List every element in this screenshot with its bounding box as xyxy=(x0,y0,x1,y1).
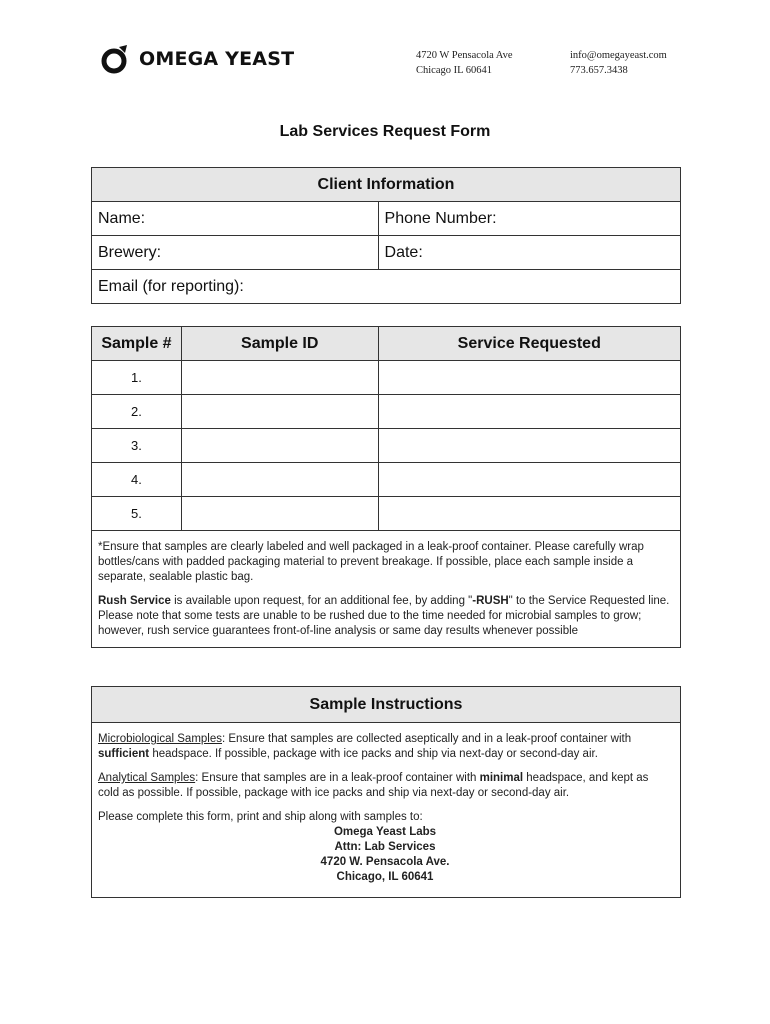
sample-number: 1. xyxy=(92,361,182,395)
table-row xyxy=(92,429,681,463)
rush-tag: -RUSH xyxy=(472,595,509,607)
packaging-note: *Ensure that samples are clearly labeled and well packaged in a leak-proof container. Please carefully wrap bottles/cans with padded packaging material to prevent breakage. If possible, place each sample inside a separate, sealable plastic bag. xyxy=(98,541,644,583)
analytical-label: Analytical Samples xyxy=(98,772,196,784)
contact-phone: 773.657.3438 xyxy=(570,65,628,76)
table-row xyxy=(92,395,681,429)
sample-id-header: Sample ID xyxy=(181,327,378,361)
sample-number-header: Sample # xyxy=(92,327,182,361)
email-field[interactable]: Email (for reporting): xyxy=(92,270,681,304)
ship-line-1: Omega Yeast Labs xyxy=(333,826,437,838)
anal-text-b: headspace, and kept as cold as possible. If possible, package with ice packs and ship via next-day or second-day air. xyxy=(98,772,649,799)
micro-bold: sufficient xyxy=(98,748,150,760)
sample-id-cell[interactable] xyxy=(181,395,378,429)
complete-form-text: Please complete this form, print and ship along with samples to: xyxy=(98,811,423,823)
service-requested-header: Service Requested xyxy=(378,327,680,361)
rush-service-note xyxy=(98,594,672,639)
name-field[interactable]: Name: xyxy=(92,202,379,236)
sample-number: 5. xyxy=(92,497,182,531)
sample-instructions-body xyxy=(92,723,681,898)
sample-id-cell[interactable] xyxy=(181,497,378,531)
sample-id-cell[interactable] xyxy=(181,429,378,463)
phone-number-field[interactable]: Phone Number: xyxy=(378,202,680,236)
service-requested-cell[interactable] xyxy=(378,395,680,429)
rush-service-label: Rush Service xyxy=(98,595,171,607)
shipping-address xyxy=(98,825,672,885)
sample-id-cell[interactable] xyxy=(181,361,378,395)
sample-number: 4. xyxy=(92,463,182,497)
sample-notes xyxy=(92,531,681,648)
omega-logo-icon xyxy=(100,44,130,74)
address-line-2: Chicago IL 60641 xyxy=(416,65,493,76)
brand-name: OMEGA YEAST xyxy=(139,48,295,70)
anal-bold: minimal xyxy=(479,772,524,784)
sample-number: 2. xyxy=(92,395,182,429)
brewery-field[interactable]: Brewery: xyxy=(92,236,379,270)
sample-instructions-table xyxy=(91,686,681,898)
anal-text-a: : Ensure that samples are in a leak-proof container with xyxy=(195,772,480,784)
company-address xyxy=(416,48,513,78)
company-contact xyxy=(570,48,667,78)
service-requested-cell[interactable] xyxy=(378,429,680,463)
ship-line-3: 4720 W. Pensacola Ave. xyxy=(320,856,450,868)
microbiological-instructions xyxy=(98,732,672,762)
table-row xyxy=(92,497,681,531)
rush-text-b: " to the Service Requested line. Please note that some tests are unable to be rushed due to the time needed for microbial samples to grow; however, rush service guarantees front-of-line analysis or same day results whenever possible xyxy=(98,595,670,637)
form-title: Lab Services Request Form xyxy=(279,123,491,140)
sample-instructions-heading: Sample Instructions xyxy=(92,687,681,723)
sample-number: 3. xyxy=(92,429,182,463)
client-information-table xyxy=(91,167,681,304)
date-field[interactable]: Date: xyxy=(378,236,680,270)
table-row xyxy=(92,463,681,497)
micro-text-a: : Ensure that samples are collected aseptically and in a leak-proof container with xyxy=(222,733,632,745)
rush-text-a: is available upon request, for an additional fee, by adding " xyxy=(170,595,473,607)
analytical-instructions xyxy=(98,771,672,801)
microbiological-label: Microbiological Samples xyxy=(98,733,222,745)
service-requested-cell[interactable] xyxy=(378,463,680,497)
micro-text-b: headspace. If possible, package with ice packs and ship via next-day or second-day air. xyxy=(149,748,598,760)
service-requested-cell[interactable] xyxy=(378,497,680,531)
samples-table xyxy=(91,326,681,648)
company-logo xyxy=(100,43,294,75)
ship-line-2: Attn: Lab Services xyxy=(334,841,436,853)
table-row xyxy=(92,361,681,395)
ship-line-4: Chicago, IL 60641 xyxy=(336,871,434,883)
service-requested-cell[interactable] xyxy=(378,361,680,395)
address-line-1: 4720 W Pensacola Ave xyxy=(416,50,513,61)
contact-email: info@omegayeast.com xyxy=(570,50,667,61)
client-information-heading: Client Information xyxy=(92,168,681,202)
sample-id-cell[interactable] xyxy=(181,463,378,497)
